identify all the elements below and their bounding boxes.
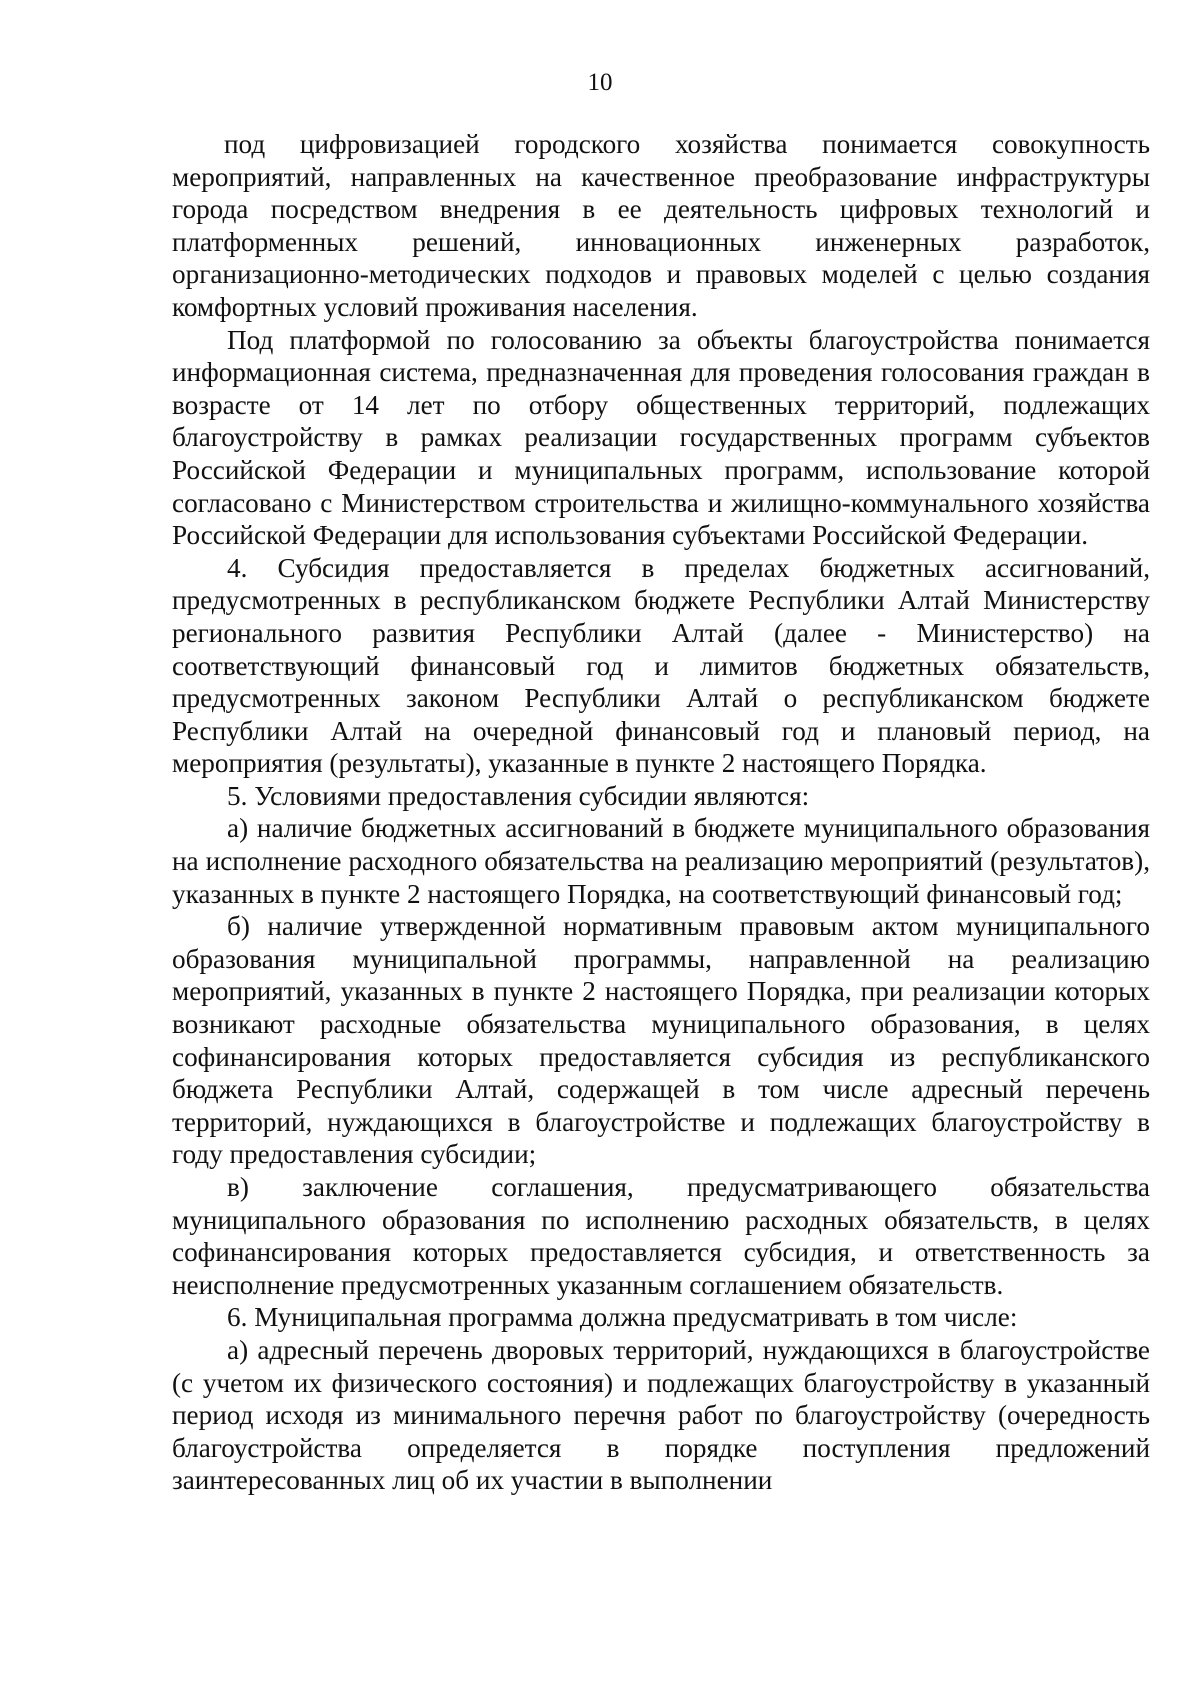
paragraph-condition-a: а) наличие бюджетных ассигнований в бюджете муниципального образования на исполнение расходного обязательства на реализацию мероприятий (результатов), указанных в пункте 2 настоящего Порядка, на соответствующий финансовый год; (172, 813, 1150, 909)
paragraph-digitalization-definition: под цифровизацией городского хозяйства понимается совокупность мероприятий, направленных на качественное преобразование инфраструктуры города посредством внедрения в ее деятельность цифровых технологий и платформенных решений, инновационных инженерных разработок, организационно-методических подходов и правовых моделей с целью создания комфортных условий проживания населения. (172, 129, 1150, 322)
paragraph-item-6-program: 6. Муниципальная программа должна предусматривать в том числе: (227, 1302, 1018, 1333)
document-body (172, 128, 1150, 1497)
paragraph-item-5-conditions: 5. Условиями предоставления субсидии являются: (227, 780, 810, 811)
paragraph-condition-v: в) заключение соглашения, предусматривающего обязательства муниципального образования по исполнению расходных обязательств, в целях софинансирования которых предоставляется субсидия, и ответственность за неисполнение предусмотренных указанным соглашением обязательств. (172, 1172, 1150, 1300)
page-number: 10 (587, 69, 613, 96)
paragraph-condition-b: б) наличие утвержденной нормативным правовым актом муниципального образования муниципальной программы, направленной на реализацию мероприятий, указанных в пункте 2 настоящего Порядка, при реализации которых возникают расходные обязательства муниципального образования, в целях софинансирования которых предоставляется субсидия из республиканского бюджета Республики Алтай, содержащей в том числе адресный перечень территорий, нуждающихся в благоустройстве и подлежащих благоустройству в году предоставления субсидии; (172, 911, 1150, 1170)
paragraph-program-a: а) адресный перечень дворовых территорий, нуждающихся в благоустройстве (с учетом их физического состояния) и подлежащих благоустройству в указанный период исходя из минимального перечня работ по благоустройству (очередность благоустройства определяется в порядке поступления предложений заинтересованных лиц об их участии в выполнении (172, 1334, 1150, 1496)
paragraph-voting-platform-definition: Под платформой по голосованию за объекты благоустройства понимается информационная система, предназначенная для проведения голосования граждан в возрасте от 14 лет по отбору общественных территорий, подлежащих благоустройству в рамках реализации государственных программ субъектов Российской Федерации и муниципальных программ, использование которой согласовано с Министерством строительства и жилищно-коммунального хозяйства Российской Федерации для использования субъектами Российской Федерации. (172, 324, 1150, 551)
paragraph-item-4-subsidy: 4. Субсидия предоставляется в пределах бюджетных ассигнований, предусмотренных в республиканском бюджете Республики Алтай Министерству регионального развития Республики Алтай (далее - Министерство) на соответствующий финансовый год и лимитов бюджетных обязательств, предусмотренных законом Республики Алтай о республиканском бюджете Республики Алтай на очередной финансовый год и плановый период, на мероприятия (результаты), указанные в пункте 2 настоящего Порядка. (172, 552, 1150, 779)
